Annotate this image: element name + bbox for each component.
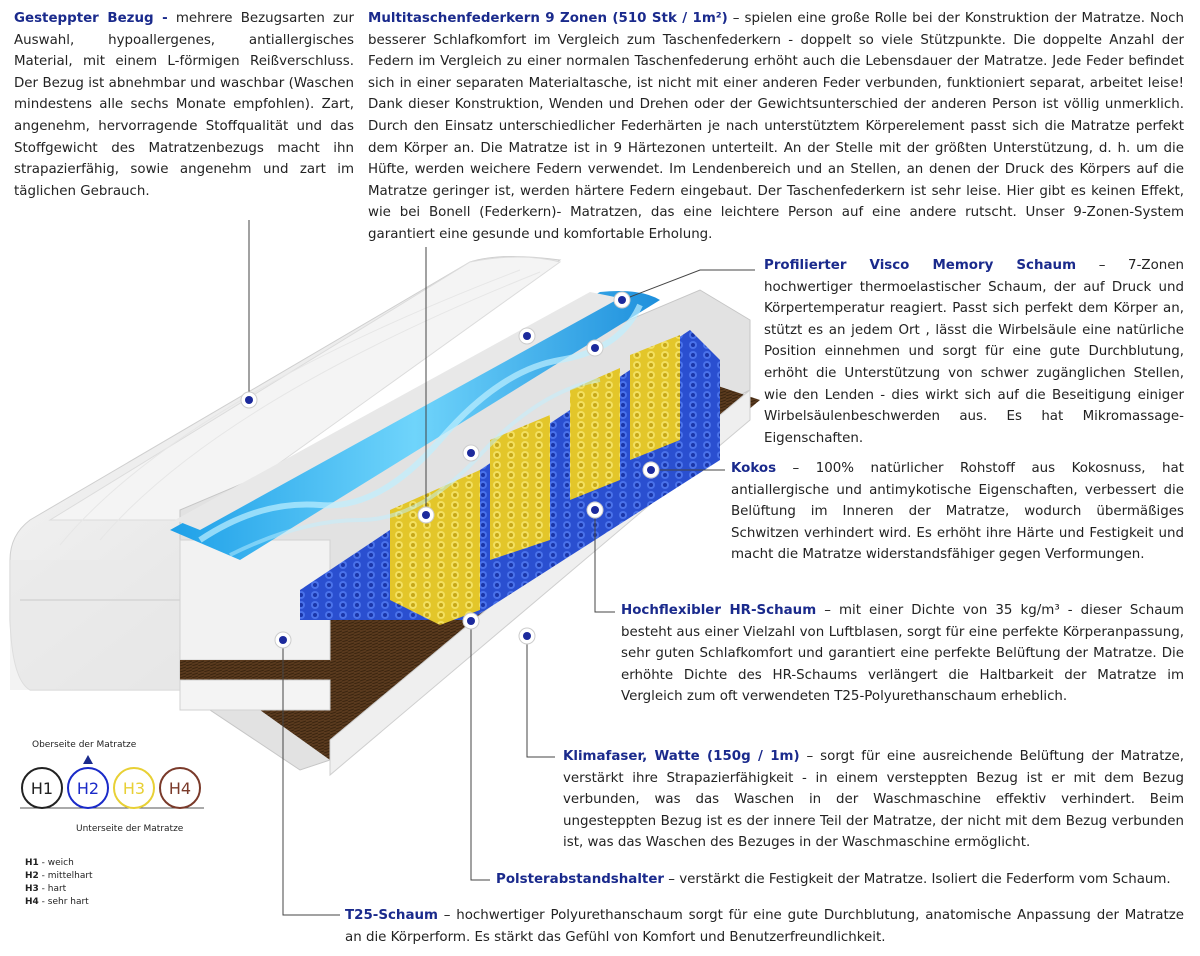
springs-yellow-3 xyxy=(570,368,620,500)
section-klima xyxy=(563,746,1184,854)
h4-label: H4 xyxy=(168,779,192,798)
section-text: – sorgt für eine ausreichende Belüftung der Matratze, verstärkt ihre Strapazierfähigkeit - in einem versteppten Bezug ist er mit dem Bezug verbunden, was das Waschen in der Waschmaschine effektiv verhindert. Beim ungesteppten Bezug ist es der innere Teil der Matratze, der nicht mit dem Bezug verbunden ist, was das Waschen des Bezuges in der Waschmaschine ermöglicht. xyxy=(563,749,1184,851)
hardness-legend xyxy=(18,752,208,812)
h1-label: H1 xyxy=(30,779,54,798)
h2-label: H2 xyxy=(76,779,100,798)
section-title: Hochflexibler HR-Schaum xyxy=(621,603,817,618)
section-title: T25-Schaum xyxy=(345,908,438,923)
section-t25 xyxy=(345,905,1184,948)
section-text: – 100% natürlicher Rohstoff aus Kokosnuss, hat antiallergische und antimykotische Eigenschaften, verbessert die Belüftung im Inneren der Matratze, wodurch übermäßiges Schwitzen verhindert wird. Es erhöht ihre Härte und Festigkeit und macht die Matratze widerstandsfähiger gegen Verformungen. xyxy=(731,461,1184,563)
section-text: – hochwertiger Polyurethanschaum sorgt für eine gute Durchblutung, anatomische Anpassung der Matratze an die Körperform. Es stärkt das Gefühl von Komfort und Benutzerfreundlichkeit. xyxy=(345,908,1184,945)
section-title: Multitaschenfederkern 9 Zonen (510 Stk / 1m²) xyxy=(368,11,728,26)
legend-bottom-label: Unterseite der Matratze xyxy=(76,824,184,834)
section-polster xyxy=(496,869,1196,891)
section-title: Profilierter Visco Memory Schaum xyxy=(764,258,1077,273)
section-bezug xyxy=(14,8,354,202)
section-title: Kokos xyxy=(731,461,777,476)
section-text: mehrere Bezugsarten zur Auswahl, hypoallergenes, antiallergisches Material, mit einem L-förmigen Reißverschluss. Der Bezug ist abnehmbar und waschbar (Waschen mindestens alle sechs Monate empfohlen). Zart, angenehm, hervorragende Stoffqualität und das Stoffgewicht des Matratzenbezugs macht ihn strapazierfähig, sowie angenehm und zart im täglichen Gebrauch. xyxy=(14,11,355,199)
section-text: – 7-Zonen hochwertiger thermoelastischer Schaum, der auf Druck und Körpertemperatur reagiert. Passt sich perfekt dem Körper an, stützt es an jedem Ort , lässt die Wirbelsäule eine natürliche Position einnehmen und sorgt für eine gute Durchblutung, erhöht die Unterstützung von schwer zugänglichen Stellen, wie den Lenden - dies wirkt sich auf die Beseitigung einiger Wirbelsäulenbeschwerden aus. Es hat Mikromassage-Eigenschaften. xyxy=(764,258,1184,446)
section-text: – spielen eine große Rolle bei der Konstruktion der Matratze. Noch besserer Schlafkomfort im Vergleich zum Taschenfederkern - doppelt so viele Stützpunkte. Die doppelte Anzahl der Federn im Vergleich zu einer normalen Taschenfederung erhöht auch die Lebensdauer der Matratze. Jede Feder befindet sich in einer separaten Materialtasche, ist nicht mit einer anderen Feder verbunden, funktioniert separat, arbeitet leise! Dank dieser Konstruktion, Wenden und Drehen oder der Gewichtsunterschied der anderen Person ist völlig unmerklich. Durch den Einsatz unterschiedlicher Federhärten je nach unterstütztem Körperelement passt sich die Matratze perfekt dem Körper an. Die Matratze ist in 9 Härtezonen unterteilt. An der Stelle mit der größten Unterstützung, d. h. um die Hüfte, werden weichere Federn verwendet. Im Lendenbereich und an Stellen, an denen der Druck des Körpers auf die Matratze geringer ist, werden härtere Federn eingebaut. Der Taschenfederkern ist sehr leise. Hier gibt es keinen Effekt, wie bei Bonell (Federkern)- Matratzen, das eine leichtere Person auf eine andere rutscht. Unser 9-Zonen-System garantiert eine gesunde und komfortable Erholung. xyxy=(368,11,1185,242)
section-title: Klimafaser, Watte (150g / 1m) xyxy=(563,749,800,764)
section-visco xyxy=(764,255,1184,449)
legend-item: H3 - hart xyxy=(25,884,67,894)
section-text: – mit einer Dichte von 35 kg/m³ - dieser Schaum besteht aus einer Vielzahl von Luftblasen, sorgt für eine perfekte Körperanpassung, sehr guten Schlafkomfort und garantiert eine perfekte Belüftung der Matratze. Die erhöhte Dichte des HR-Schaums verlängert die Haltbarkeit der Matratze im Vergleich zum oft verwendeten T25-Polyurethanschaum erheblich. xyxy=(621,603,1184,705)
h3-label: H3 xyxy=(122,779,146,798)
legend-list xyxy=(25,857,93,909)
legend-item: H2 - mittelhart xyxy=(25,871,93,881)
legend-top-label: Oberseite der Matratze xyxy=(32,740,137,750)
section-title: Polsterabstandshalter xyxy=(496,872,665,887)
section-title: Gesteppter Bezug - xyxy=(14,11,168,26)
section-kokos xyxy=(731,458,1184,566)
legend-item: H1 - weich xyxy=(25,858,74,868)
section-text: – verstärkt die Festigkeit der Matratze. Isoliert die Federform vom Schaum. xyxy=(664,872,1171,887)
springs-yellow-4 xyxy=(630,335,680,460)
section-multitaschen xyxy=(368,8,1184,246)
legend-item: H4 - sehr hart xyxy=(25,897,89,907)
section-hr xyxy=(621,600,1184,708)
